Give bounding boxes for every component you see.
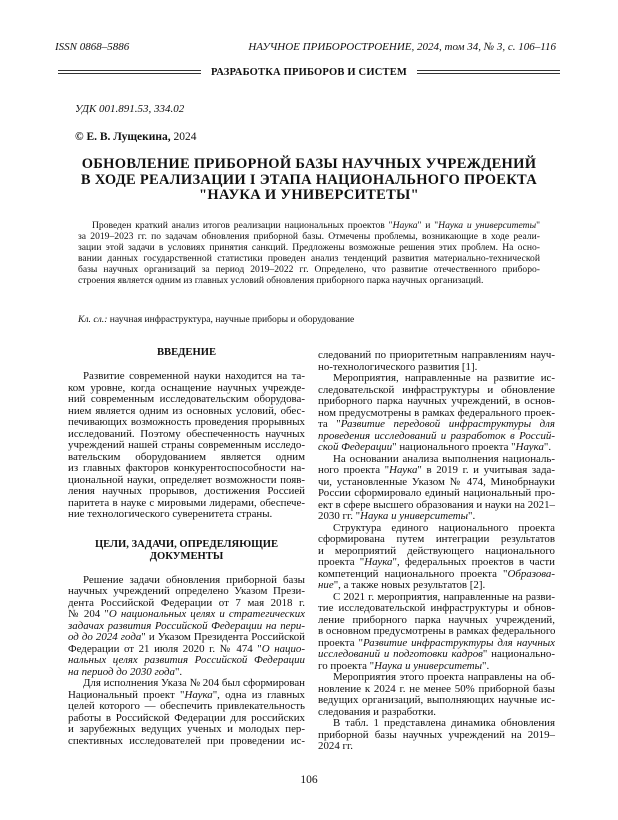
text: ного проекта ": [318, 464, 390, 476]
issn: ISSN 0868–5886: [55, 41, 130, 53]
italic-text: Развитие передовой инфраструктуры для: [340, 418, 555, 430]
text: нием является одним из основных условий, обес-: [68, 404, 305, 417]
italic-text: Наука: [364, 556, 393, 568]
text: ДОКУМЕНТЫ: [149, 550, 224, 562]
text: но-технологического развития [1].: [318, 360, 478, 373]
text: следования и разработки.: [318, 705, 437, 718]
left-column: [68, 347, 305, 747]
text: сформирована путем интеграции результатов: [318, 533, 555, 545]
text: Мероприятия этого проекта направлены на об-: [333, 671, 555, 683]
text: Развитие современной науки находится на та-: [83, 370, 305, 382]
paragraph: [318, 592, 555, 673]
text: " и Указом Президента Российской: [141, 631, 305, 643]
text: паритета в науке с мировыми лидерами, обеспече-: [68, 496, 305, 509]
text: спективных исследователей при проведении ис-: [68, 734, 305, 747]
section-heading: [68, 539, 305, 563]
text-line: [78, 220, 540, 231]
journal-citation: НАУЧНОЕ ПРИБОРОСТРОЕНИЕ, 2024, том 34, № 3, с. 106–116: [248, 41, 556, 53]
text: № 204 ": [68, 608, 109, 620]
text: Для исполнения Указа № 204 был сформирован: [83, 677, 305, 689]
text: России сформировало единый национальный про-: [318, 487, 555, 499]
text: зации этой задачи в условиях принятия санкций. Предложены возможные решения этих проблем. На осно-: [78, 242, 540, 253]
text: целей которого — обеспечить привлекательность: [68, 700, 305, 712]
text-line: [318, 741, 555, 753]
text: ".: [468, 510, 476, 522]
text: ний современным исследовательским оборудова-: [68, 393, 305, 405]
italic-text: Наука: [184, 688, 213, 701]
keywords-label: Кл. сл.:: [78, 314, 108, 325]
text: ект в сфере высшего образования и науки на 2021–: [318, 498, 555, 511]
text: ведущих организаций, выполняющих научные ис-: [318, 694, 555, 706]
italic-text: исследований и подготовки кадров: [318, 648, 483, 660]
text: циональной науки, определяет возможности появ-: [68, 473, 305, 486]
text: из главных факторов конкурентоспособности на-: [68, 462, 305, 474]
text: ": [536, 220, 540, 231]
article-title: [70, 157, 548, 204]
text: новление к 2024 г. не менее 50% приборной базы: [318, 682, 555, 695]
paragraph: [318, 373, 555, 454]
italic-text: проведения исследований и разработок в Россий-: [318, 429, 555, 442]
text: " национального проекта ": [392, 441, 516, 453]
paragraph: [318, 350, 555, 373]
text-line: [78, 264, 540, 275]
text: " и ": [417, 220, 439, 231]
text: в основном предусмотрены в рамках федерального: [318, 625, 556, 637]
text: за 2019–2023 гг. по задачам обновления приборной базы. Отмечены проблемы, возникающие в ходе реали-: [78, 231, 540, 242]
text: 2024 гг.: [318, 740, 353, 752]
text: С 2021 г. мероприятия, направленные на разви-: [333, 590, 555, 603]
text: На основании анализа выполнения националь-: [333, 452, 555, 465]
paragraph: [68, 575, 305, 679]
text: следовательской инфраструктуры и обновление: [318, 383, 555, 396]
text: дента Российской Федерации от 7 мая 2018 г.: [68, 596, 305, 609]
text: В табл. 1 представлена динамика обновления: [333, 717, 555, 729]
text: базы научных организаций за период 2019–2022 гг. Определено, что развитие отечественного приборо-: [78, 264, 540, 275]
text: работы в Российской Федерации для российских: [68, 711, 305, 724]
text: вательским оборудованием является одним: [68, 450, 305, 463]
text: Федерации от 21 июля 2020 г. № 474 ": [68, 642, 262, 655]
text: исследований. Поэтому обеспеченность научных: [68, 427, 305, 440]
italic-text: Наука: [392, 220, 418, 231]
right-column: [318, 350, 555, 753]
text-line: [318, 730, 555, 742]
text: проекта ": [318, 636, 363, 649]
text: ления научных прорывов, достижения Россией: [68, 485, 305, 497]
text: Мероприятия, направленные на развитие ис-: [333, 372, 555, 384]
text-line: [68, 347, 305, 359]
text: проекта ": [318, 556, 365, 568]
keywords: [78, 314, 354, 325]
page-number: 106: [300, 774, 318, 786]
keywords-text: научная инфраструктура, научные приборы и оборудование: [107, 314, 355, 325]
text: учреждений нашей страны современным исследо-: [68, 439, 305, 451]
text: ние технологического суверенитета страны.: [68, 508, 273, 520]
text: и зарубежных ведущих ученых и молодых пер-: [68, 723, 305, 735]
italic-text: на период до 2030 года: [68, 665, 175, 678]
text: Решение задачи обновления приборной базы: [83, 573, 305, 586]
italic-text: Образова-: [507, 567, 555, 580]
title-line: ОБНОВЛЕНИЕ ПРИБОРНОЙ БАЗЫ НАУЧНЫХ УЧРЕЖДЕНИЙ: [81, 156, 537, 172]
italic-text: Наука: [389, 464, 418, 476]
text: " национально-: [482, 648, 556, 660]
section-rule: [58, 66, 560, 80]
text: ЦЕЛИ, ЗАДАЧИ, ОПРЕДЕЛЯЮЩИЕ: [94, 538, 279, 550]
text: Структура единого национального проекта: [333, 521, 555, 534]
title-line: "НАУКА И УНИВЕРСИТЕТЫ": [199, 187, 419, 203]
text: Проведен краткий анализ итогов реализации национальных проектов ": [92, 220, 393, 231]
text: 2030 гг. ": [318, 510, 361, 522]
title-line: В ХОДЕ РЕАЛИЗАЦИИ I ЭТАПА НАЦИОНАЛЬНОГО ПРОЕКТА: [80, 171, 538, 188]
text-line: [68, 539, 305, 551]
text-line: [68, 736, 305, 748]
italic-text: нальных целях развития Российской Федерации: [68, 654, 305, 666]
text: следований по приоритетным направлениям науч-: [318, 349, 555, 361]
abstract: [78, 220, 540, 286]
text: ".: [174, 665, 183, 678]
udk: УДК 001.891.53, 334.02: [75, 103, 185, 115]
text: ".: [482, 659, 490, 672]
text: вании данных государственной статистики проведен анализ тенденций развития материально-технической: [78, 253, 540, 264]
italic-text: Наука и университеты: [438, 220, 537, 231]
text-line: [78, 231, 540, 242]
text: приборного парка научных учреждений, в основ-: [318, 395, 555, 407]
italic-text: Наука и университеты: [360, 510, 469, 522]
italic-text: ние: [318, 579, 334, 591]
italic-text: Наука и университеты: [374, 659, 483, 672]
italic-text: Наука: [515, 441, 544, 453]
section-title: РАЗРАБОТКА ПРИБОРОВ И СИСТЕМ: [201, 67, 417, 78]
paragraph: [318, 718, 555, 753]
paragraph: [318, 523, 555, 592]
text: научных учреждений определено Указом Прези-: [68, 585, 305, 597]
text-line: [78, 242, 540, 253]
author-name: Е. В. Лущекина,: [86, 131, 171, 143]
italic-text: О национальных целях и стратегических: [108, 608, 305, 620]
text-line: [68, 509, 305, 521]
italic-text: Развитие инфраструктуры для научных: [362, 636, 555, 649]
paragraph: [318, 672, 555, 718]
section-heading: [68, 347, 305, 359]
text: ление приборного парка научных учреждений,: [318, 613, 555, 626]
paragraph: [68, 371, 305, 521]
text: и мероприятий действующего национального: [318, 544, 555, 557]
text: го проекта ": [318, 659, 375, 672]
year: 2024: [173, 131, 197, 143]
text: ном предусмотрены в рамках федерального проек-: [318, 406, 555, 419]
paragraph: [318, 454, 555, 523]
author-line: [75, 131, 197, 143]
text: ком уровне, когда оснащение научных учрежде-: [68, 381, 305, 394]
text: чи, установленные Указом № 474, Минобрнауки: [318, 475, 555, 488]
text-line: [78, 253, 540, 264]
text: ".: [543, 441, 552, 453]
text: строения является одним из главных условий обновления приборного парка научных организаций.: [78, 275, 484, 286]
text: компетенций национального проекта ": [318, 567, 508, 580]
text: ВВЕДЕНИЕ: [156, 347, 217, 358]
text: ", одна из главных: [212, 688, 305, 701]
text: приборной базы научных учреждений на 2019–: [318, 728, 555, 741]
text: ", федеральных проектов в части: [392, 556, 555, 568]
paragraph: [68, 678, 305, 747]
text: Национальный проект ": [68, 688, 185, 701]
italic-text: ской Федерации: [318, 441, 393, 453]
text: та ": [318, 418, 341, 430]
text: ", а также новых результатов [2].: [333, 579, 486, 591]
text: печивающих возможность проведения прорывных: [68, 416, 305, 428]
text-line: [78, 275, 540, 286]
italic-text: О нацио-: [261, 642, 306, 655]
text: " в 2019 г. и учитывая зада-: [417, 464, 555, 476]
text: тие исследовательской инфраструктуры и обнов-: [318, 602, 555, 614]
copyright-icon: ©: [75, 131, 84, 143]
text-line: [68, 551, 305, 563]
italic-text: од до 2024 года: [68, 631, 142, 643]
italic-text: задачах развития Российской Федерации на пери-: [68, 619, 305, 632]
